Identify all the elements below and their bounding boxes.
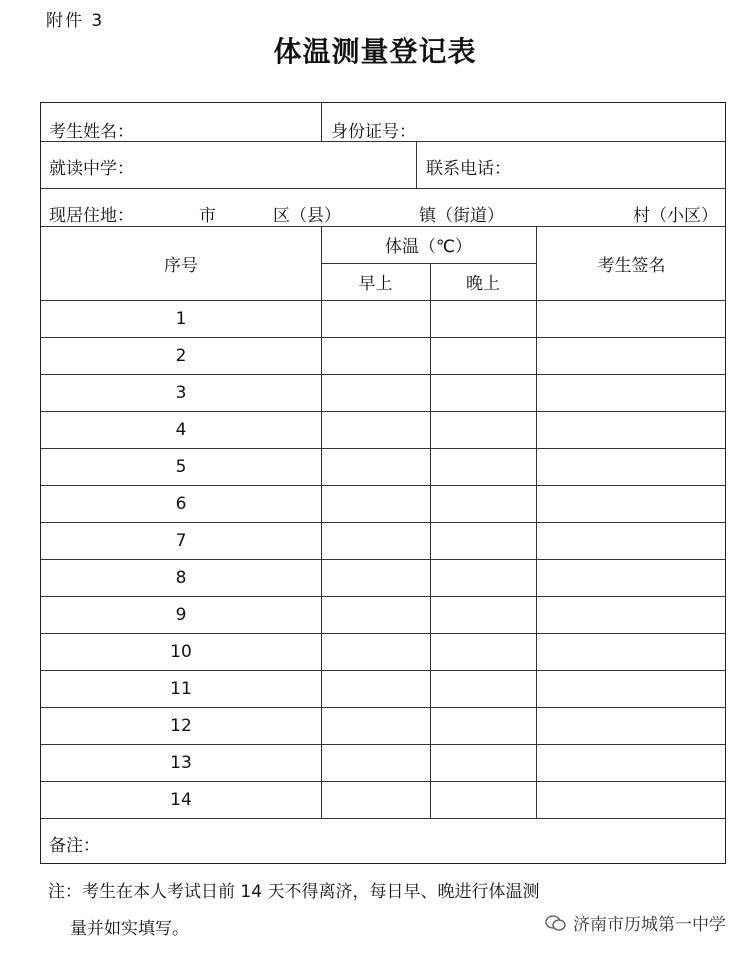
header-index: 序号 [164,255,198,276]
column-divider [430,263,431,818]
remark-label: 备注： [49,836,100,856]
city-label: 市 [199,206,216,226]
header-signature: 考生签名 [597,255,666,276]
village-label: 村（小区） [633,206,718,226]
divider [41,141,725,142]
row-index: 6 [175,493,187,514]
row-index: 13 [170,752,192,773]
school-label: 就读中学： [49,159,134,179]
town-label: 镇（街道） [419,206,504,226]
row-index: 1 [175,308,187,329]
wechat-icon [545,914,567,932]
page-title: 体温测量登记表 [273,35,477,68]
divider [416,141,417,188]
watermark-text: 济南市历城第一中学 [573,915,726,935]
header-temperature: 体温（℃） [384,237,473,257]
district-label: 区（县） [273,206,341,226]
attachment-label: 附件 3 [46,11,105,31]
name-label: 考生姓名： [49,122,134,142]
row-index: 14 [170,789,192,810]
watermark [545,910,726,935]
row-index: 10 [170,641,192,662]
divider [41,188,725,189]
row-index: 7 [175,530,187,551]
id-number-label: 身份证号： [331,122,416,142]
header-evening: 晚上 [466,274,500,294]
row-index: 4 [175,419,187,440]
row-index: 12 [170,715,192,736]
header-morning: 早上 [358,274,393,294]
divider [321,103,322,141]
row-index: 5 [175,456,187,477]
row-divider [41,818,725,819]
row-index: 8 [175,567,187,588]
address-label: 现居住地： [49,206,134,226]
registration-form [40,102,726,864]
row-index: 11 [170,678,192,699]
footnote-line-1: 注：考生在本人考试日前 14 天不得离济，每日早、晚进行体温测 [48,882,540,902]
phone-label: 联系电话： [426,159,511,179]
row-index: 2 [175,345,187,366]
row-index: 9 [175,604,187,625]
row-index: 3 [175,382,187,403]
footnote-line-2: 量并如实填写。 [70,919,189,939]
